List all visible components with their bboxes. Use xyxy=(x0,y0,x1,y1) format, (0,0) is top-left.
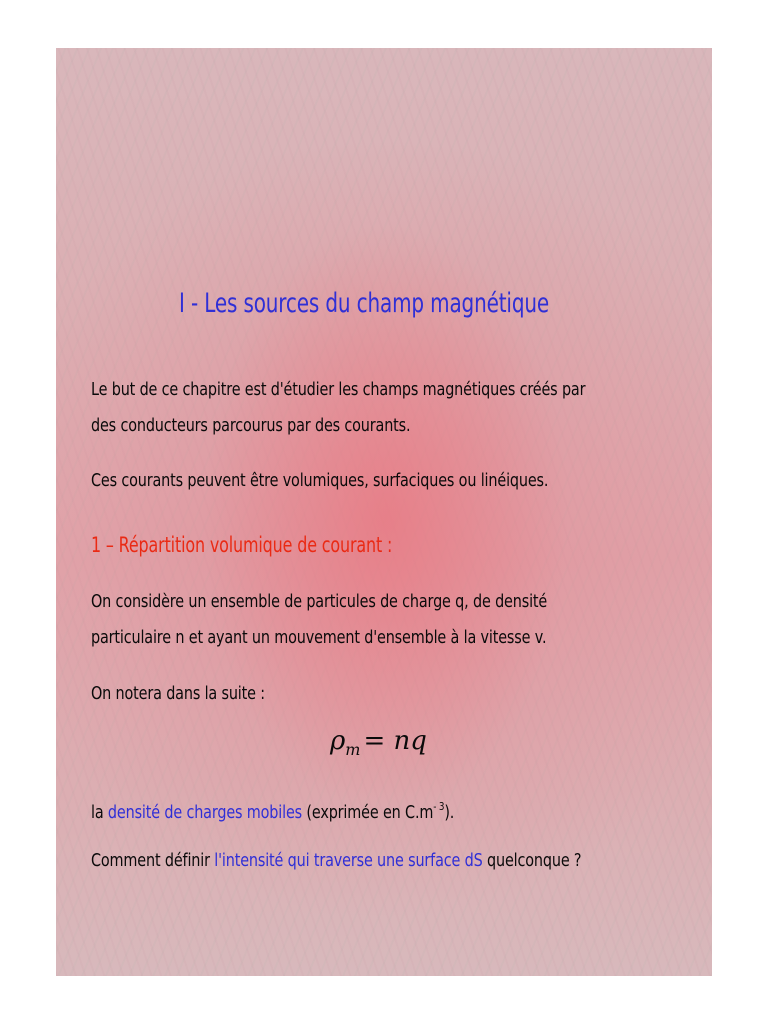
density-suffix: (exprimée en C.m xyxy=(302,802,434,823)
question-term: l'intensité qui traverse une surface dS xyxy=(214,850,483,871)
section-heading: 1 – Répartition volumique de courant : xyxy=(91,533,393,557)
slide xyxy=(56,48,712,976)
charge-density-formula xyxy=(330,721,427,770)
question-line xyxy=(91,844,581,878)
notation-line: On notera dans la suite : xyxy=(91,683,265,704)
consider-line-2: particulaire n et ayant un mouvement d'ensemble à la vitesse v. xyxy=(91,627,547,648)
density-line xyxy=(91,790,454,830)
formula-rhs: = nq xyxy=(363,726,427,756)
consider-line-1: On considère un ensemble de particules de charge q, de densité xyxy=(91,591,548,612)
density-close: ). xyxy=(444,802,455,823)
currents-types-line: Ces courants peuvent être volumiques, surfaciques ou linéiques. xyxy=(91,470,549,491)
question-prefix: Comment définir xyxy=(91,850,215,871)
formula-subscript: m xyxy=(345,740,361,759)
intro-line-2: des conducteurs parcourus par des courants. xyxy=(91,415,411,436)
density-exponent: - 3 xyxy=(433,800,445,813)
slide-title: I - Les sources du champ magnétique xyxy=(179,288,550,319)
formula-symbol: ρ xyxy=(330,726,346,756)
question-suffix: quelconque ? xyxy=(482,850,582,871)
density-prefix: la xyxy=(91,802,108,823)
intro-line-1: Le but de ce chapitre est d'étudier les champs magnétiques créés par xyxy=(91,379,586,400)
density-term: densité de charges mobiles xyxy=(107,802,303,823)
